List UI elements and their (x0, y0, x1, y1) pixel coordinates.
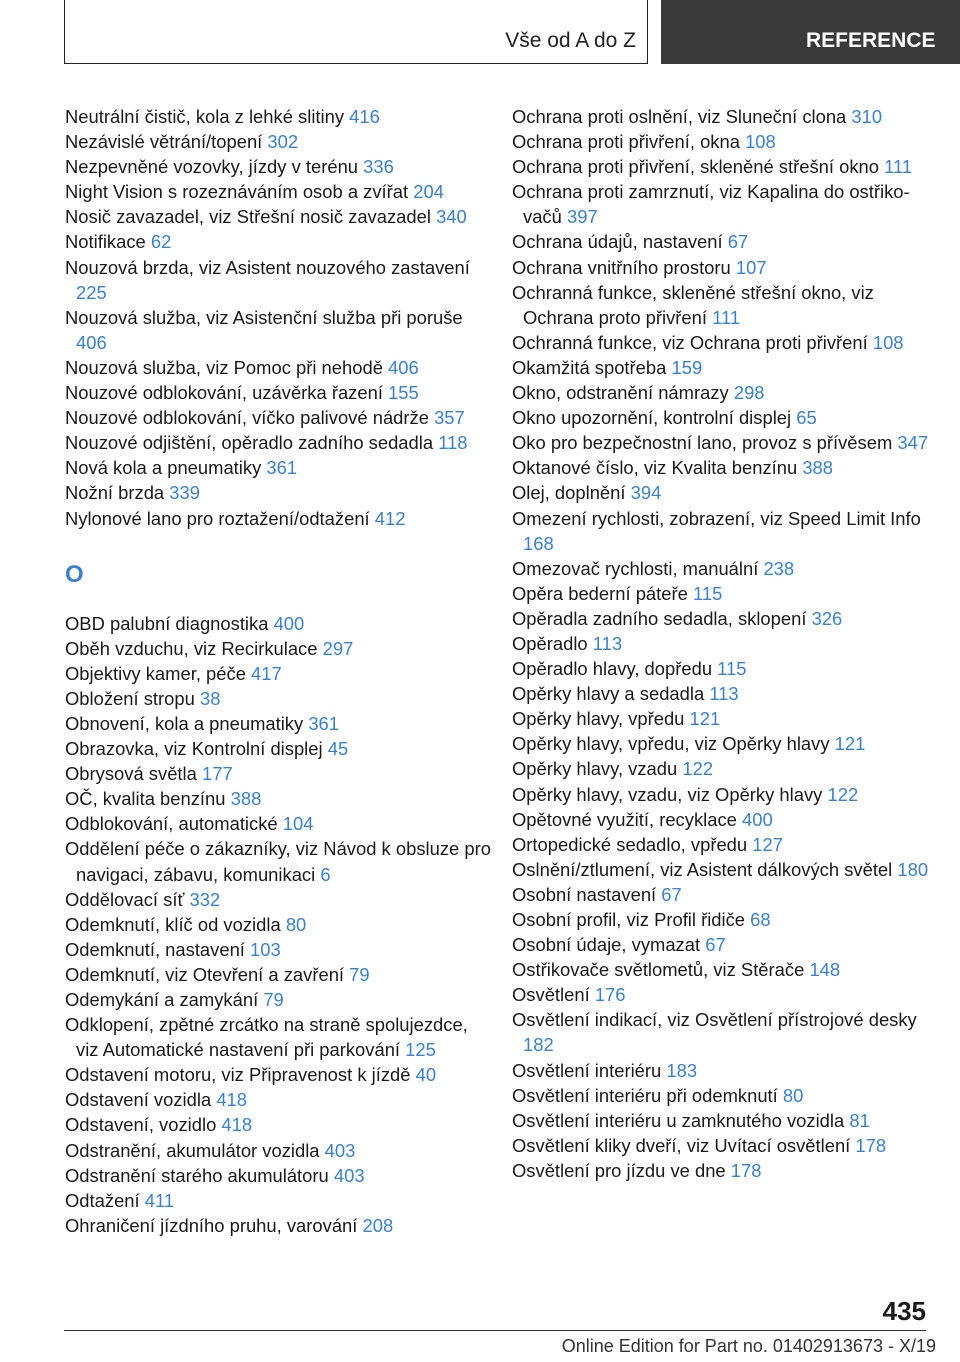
page-reference-link[interactable]: 108 (872, 331, 904, 353)
index-term: Nouzová brzda, viz Asistent nouzového zastavení (65, 256, 470, 278)
index-term: Odklopení, zpětné zrcátko na straně spolujezdce, viz Automatické nastavení při parkování (65, 1014, 468, 1061)
index-entry (65, 1112, 495, 1137)
page-reference-link[interactable]: 340 (436, 206, 467, 228)
index-term: Osobní nastavení (512, 883, 657, 905)
index-term: Opěradla zadního sedadla, sklopení (512, 607, 807, 629)
page-reference-link[interactable]: 65 (796, 407, 817, 429)
index-term: Oslnění/ztlumení, viz Asistent dálkových světel (512, 858, 893, 880)
page-reference-link[interactable]: 332 (189, 888, 221, 910)
page-header (0, 0, 960, 66)
page-reference-link[interactable]: 225 (76, 281, 107, 303)
page-reference-link[interactable]: 182 (523, 1034, 554, 1056)
index-term: Opěradlo hlavy, dopředu (512, 658, 713, 680)
index-entry (512, 556, 932, 581)
index-entry (65, 179, 495, 204)
index-term: Ortopedické sedadlo, vpředu (512, 833, 748, 855)
page-reference-link[interactable]: 125 (405, 1039, 436, 1061)
index-term: Nožní brzda (65, 482, 165, 504)
index-term: Odstavení, vozidlo (65, 1114, 217, 1136)
index-entry (65, 1087, 495, 1112)
index-entry (512, 179, 932, 229)
reference-tab[interactable]: REFERENCE (661, 0, 960, 64)
page-reference-link[interactable]: 127 (752, 833, 783, 855)
index-term: Osvětlení pro jízdu ve dne (512, 1159, 726, 1181)
page-reference-link[interactable]: 297 (322, 637, 354, 659)
index-term: Ochrana vnitřního prostoru (512, 256, 731, 278)
index-term: Neutrální čistič, kola z lehké slitiny (65, 106, 345, 127)
page-reference-link[interactable]: 418 (221, 1114, 253, 1136)
index-term: Odtažení (65, 1189, 140, 1211)
index-term: Ochranná funkce, skleněné střešní okno, viz Ochrana proto přivření (512, 281, 874, 328)
index-entry (65, 962, 495, 987)
page-reference-link[interactable]: 67 (727, 231, 749, 253)
index-entry (65, 761, 495, 786)
index-term: Opěradlo (512, 632, 588, 654)
page-reference-link[interactable]: 406 (388, 356, 419, 378)
index-term: Osvětlení kliky dveří, viz Uvítací osvětlení (512, 1134, 851, 1156)
index-entry (65, 686, 495, 711)
index-term: Ochrana proti oslnění, viz Sluneční clona (512, 106, 847, 127)
index-entry (65, 1062, 495, 1087)
index-entry (512, 380, 932, 405)
page-reference-link[interactable]: 180 (897, 858, 929, 880)
page-reference-link[interactable]: 183 (666, 1059, 698, 1081)
index-term: Obnovení, kola a pneumatiky (65, 712, 304, 734)
page-reference-link[interactable]: 104 (282, 813, 314, 835)
index-entry (65, 506, 495, 531)
index-entry (512, 606, 932, 631)
index-term: Nylonové lano pro roztažení/odtažení (65, 507, 370, 529)
index-entry (512, 154, 932, 179)
page-reference-link[interactable]: 336 (363, 156, 394, 178)
page-reference-link[interactable]: 79 (263, 989, 284, 1010)
page-reference-link[interactable]: 411 (144, 1189, 175, 1211)
index-entry (65, 1213, 495, 1238)
index-entry (65, 1163, 495, 1188)
page-reference-link[interactable]: 417 (251, 662, 282, 684)
page-reference-link[interactable]: 361 (266, 457, 298, 479)
index-entry (65, 937, 495, 962)
index-entry (512, 1133, 932, 1158)
index-entry (65, 154, 495, 179)
index-term: Osobní profil, viz Profil řidiče (512, 909, 746, 930)
index-term: Omezení rychlosti, zobrazení, viz Speed Limit Info (512, 507, 921, 529)
index-entry (65, 405, 495, 430)
index-entry (512, 430, 932, 455)
index-entry (65, 104, 495, 129)
index-term: Opěrky hlavy, vzadu, viz Opěrky hlavy (512, 783, 823, 805)
index-term: Odemknutí, viz Otevření a zavření (65, 963, 345, 985)
page-reference-link[interactable]: 177 (201, 763, 233, 785)
index-term: Oktanové číslo, viz Kvalita benzínu (512, 457, 798, 479)
page-reference-link[interactable]: 178 (855, 1134, 887, 1156)
page-reference-link[interactable]: 159 (671, 356, 703, 378)
index-entry (65, 711, 495, 736)
index-term: Odemknutí, nastavení (65, 938, 245, 960)
index-term: Opěrky hlavy a sedadla (512, 683, 705, 705)
page-reference-link[interactable]: 115 (717, 658, 747, 680)
index-entry (65, 811, 495, 836)
page-reference-link[interactable]: 118 (438, 432, 468, 454)
page-reference-link[interactable]: 388 (230, 788, 262, 810)
index-term: Notifikace (65, 231, 146, 253)
index-entry (65, 455, 495, 480)
page-reference-link[interactable]: 148 (809, 959, 841, 981)
index-entry (512, 832, 932, 857)
index-entry (512, 255, 932, 280)
page-reference-link[interactable]: 178 (730, 1159, 762, 1181)
index-term: Ochranná funkce, viz Ochrana proti přivření (512, 331, 868, 353)
index-term: Odblokování, automatické (65, 813, 278, 835)
index-entry (512, 355, 932, 380)
index-entry (512, 857, 932, 882)
index-entry (65, 430, 495, 455)
index-entry (512, 932, 932, 957)
index-term: Ohraničení jízdního pruhu, varování (65, 1214, 358, 1236)
page-reference-link[interactable]: 394 (630, 482, 662, 504)
page-reference-link[interactable]: 208 (362, 1214, 394, 1236)
index-entry (65, 305, 495, 355)
index-entry (512, 681, 932, 706)
page-reference-link[interactable]: 406 (76, 331, 107, 353)
page-reference-link[interactable]: 45 (327, 738, 349, 760)
page-reference-link[interactable]: 326 (811, 607, 843, 629)
page-reference-link[interactable]: 400 (742, 808, 773, 830)
index-term: Objektivy kamer, péče (65, 662, 246, 684)
page-reference-link[interactable]: 80 (782, 1084, 804, 1106)
page-reference-link[interactable]: 310 (851, 106, 883, 127)
index-term: Opěrky hlavy, vpředu, viz Opěrky hlavy (512, 733, 830, 755)
index-entry (512, 756, 932, 781)
index-term: Oddělení péče o zákazníky, viz Návod k obsluze pro navigaci, zábavu, komunikaci (65, 838, 491, 885)
page-reference-link[interactable]: 38 (199, 687, 221, 709)
page-reference-link[interactable]: 168 (523, 532, 554, 554)
page-reference-link[interactable]: 155 (388, 382, 419, 404)
page-reference-link[interactable]: 80 (285, 913, 307, 935)
index-term: Nouzové odblokování, uzávěrka řazení (65, 382, 383, 404)
index-entry (65, 836, 495, 886)
index-entry (512, 506, 932, 556)
page-reference-link[interactable]: 107 (735, 256, 767, 278)
page-reference-link[interactable]: 111 (884, 156, 913, 178)
index-entry (512, 957, 932, 982)
page-reference-link[interactable]: 122 (682, 758, 714, 780)
index-term: Odemykání a zamykání (65, 989, 259, 1010)
page-reference-link[interactable]: 103 (250, 938, 281, 960)
index-entry (65, 912, 495, 937)
index-term: Odemknutí, klíč od vozidla (65, 913, 281, 935)
page-reference-link[interactable]: 6 (320, 863, 331, 885)
page-reference-link[interactable]: 416 (349, 106, 380, 127)
index-entry (65, 887, 495, 912)
index-entry (512, 1083, 932, 1108)
index-term: OČ, kvalita benzínu (65, 788, 226, 810)
page-reference-link[interactable]: 403 (324, 1139, 356, 1161)
index-term: Obrysová světla (65, 763, 197, 785)
page-reference-link[interactable]: 388 (802, 457, 834, 479)
index-entry (512, 129, 932, 154)
index-term: Odstranění starého akumulátoru (65, 1164, 329, 1186)
index-term: Omezovač rychlosti, manuální (512, 557, 759, 579)
index-entry (512, 581, 932, 606)
index-column-left (65, 104, 495, 1238)
index-term: Okno, odstranění námrazy (512, 382, 729, 404)
index-term: Ochrana údajů, nastavení (512, 231, 723, 253)
index-entry (65, 1138, 495, 1163)
index-entry (65, 480, 495, 505)
index-term: Nouzová služba, viz Asistenční služba při poruše (65, 306, 463, 328)
section-title: Vše od A do Z (505, 29, 636, 52)
index-column-right (512, 104, 932, 1183)
page-reference-link[interactable]: 400 (273, 612, 305, 634)
index-term: Opěrky hlavy, vpředu (512, 708, 685, 730)
index-entry (512, 1158, 932, 1183)
index-term: Obložení stropu (65, 687, 195, 709)
index-term: Ostřikovače světlometů, viz Stěrače (512, 959, 805, 981)
page-reference-link[interactable]: 67 (661, 883, 682, 905)
page-reference-link[interactable]: 298 (733, 382, 765, 404)
index-term: Osobní údaje, vymazat (512, 934, 701, 956)
index-term: Okno upozornění, kontrolní displej (512, 407, 792, 429)
index-term: Osvětlení interiéru při odemknutí (512, 1084, 778, 1106)
index-term: Ochrana proti zamrznutí, viz Kapalina do ostřikovačů (512, 181, 910, 228)
index-entry (65, 636, 495, 661)
index-entry (512, 405, 932, 430)
page-reference-link[interactable]: 339 (169, 482, 200, 504)
index-term: Nezpevněné vozovky, jízdy v terénu (65, 156, 359, 178)
index-term: Nezávislé větrání/topení (65, 131, 263, 153)
index-letter-heading: O (65, 560, 84, 588)
page-reference-link[interactable]: 111 (712, 306, 741, 328)
page-number: 435 (882, 1296, 926, 1326)
index-entry (65, 611, 495, 636)
page-reference-link[interactable]: 108 (745, 131, 776, 153)
page-reference-link[interactable]: 68 (750, 909, 771, 930)
page-reference-link[interactable]: 79 (349, 963, 370, 985)
index-term: Osvětlení interiéru (512, 1059, 662, 1081)
index-term: Oběh vzduchu, viz Recirkulace (65, 637, 318, 659)
index-term: Night Vision s rozeznáváním osob a zvířat (65, 181, 409, 203)
index-entry (512, 1007, 932, 1057)
index-entry (512, 731, 932, 756)
page-reference-link[interactable]: 81 (849, 1109, 870, 1131)
index-term: Ochrana proti přivření, skleněné střešní okno (512, 156, 879, 178)
index-entry (65, 1188, 495, 1213)
index-term: Nosič zavazadel, viz Střešní nosič zavazadel (65, 206, 431, 228)
index-entry (512, 1108, 932, 1133)
index-term: Osvětlení interiéru u zamknutého vozidla (512, 1109, 845, 1131)
index-entry (512, 907, 932, 932)
page-reference-link[interactable]: 204 (413, 181, 444, 203)
index-entry (65, 1012, 495, 1062)
index-term: Oddělovací síť (65, 888, 185, 910)
index-entry (512, 706, 932, 731)
index-entry (512, 455, 932, 480)
index-term: Nová kola a pneumatiky (65, 457, 262, 479)
index-term: Okamžitá spotřeba (512, 356, 667, 378)
index-entry (512, 480, 932, 505)
index-entry (65, 380, 495, 405)
index-entry (512, 229, 932, 254)
page-reference-link[interactable]: 115 (692, 582, 723, 604)
page-reference-link[interactable]: 403 (333, 1164, 365, 1186)
index-entry (65, 204, 495, 229)
page-reference-link[interactable]: 113 (709, 683, 739, 705)
index-entry (512, 882, 932, 907)
index-entry (65, 355, 495, 380)
index-term: Opěrky hlavy, vzadu (512, 758, 678, 780)
page-reference-link[interactable]: 62 (150, 231, 172, 253)
index-entry (512, 1058, 932, 1083)
index-term: Opětovné využití, recyklace (512, 808, 737, 830)
index-entry (65, 786, 495, 811)
footer-divider (64, 1330, 926, 1331)
index-term: Odstavení vozidla (65, 1089, 212, 1111)
index-term: Ochrana proti přivření, okna (512, 131, 740, 153)
index-entry (65, 229, 495, 254)
index-term: Oko pro bezpečnostní lano, provoz s přívěsem (512, 432, 893, 454)
page-reference-link[interactable]: 347 (897, 432, 929, 454)
index-entry (65, 736, 495, 761)
page-reference-link[interactable]: 40 (415, 1064, 437, 1086)
page-reference-link[interactable]: 121 (689, 708, 721, 730)
index-term: Obrazovka, viz Kontrolní displej (65, 738, 323, 760)
page-reference-link[interactable]: 302 (267, 131, 299, 153)
page-reference-link[interactable]: 67 (705, 934, 726, 956)
page-reference-link[interactable]: 361 (308, 712, 340, 734)
index-entry (512, 807, 932, 832)
page-reference-link[interactable]: 122 (827, 783, 859, 805)
index-entry (512, 631, 932, 656)
index-entry (512, 104, 932, 129)
index-term: Olej, doplnění (512, 482, 626, 504)
index-entry (512, 982, 932, 1007)
index-entry (65, 661, 495, 686)
page-reference-link[interactable]: 176 (594, 984, 626, 1006)
index-entry (65, 129, 495, 154)
index-term: Nouzové odblokování, víčko palivové nádrže (65, 407, 429, 429)
page-reference-link[interactable]: 397 (566, 206, 598, 228)
page-reference-link[interactable]: 418 (216, 1089, 247, 1111)
index-entry (65, 255, 495, 305)
index-term: OBD palubní diagnostika (65, 612, 269, 634)
index-term: Odstavení motoru, viz Připravenost k jízdě (65, 1064, 411, 1086)
page-reference-link[interactable]: 238 (763, 557, 795, 579)
index-term: Osvětlení (512, 984, 590, 1006)
index-entry (65, 987, 495, 1012)
index-entry (512, 656, 932, 681)
index-entry (512, 782, 932, 807)
page-reference-link[interactable]: 412 (374, 507, 406, 529)
index-term: Opěra bederní páteře (512, 582, 688, 604)
index-entry (512, 280, 932, 330)
page-reference-link[interactable]: 357 (434, 407, 465, 429)
index-term: Nouzové odjištění, opěradlo zadního sedadla (65, 432, 434, 454)
index-term: Nouzová služba, viz Pomoc při nehodě (65, 356, 383, 378)
page-reference-link[interactable]: 121 (834, 733, 866, 755)
index-term: Osvětlení indikací, viz Osvětlení přístrojové desky (512, 1009, 917, 1031)
index-entry (512, 330, 932, 355)
index-term: Odstranění, akumulátor vozidla (65, 1139, 320, 1161)
footer-edition: Online Edition for Part no. 01402913673 - X/19 (561, 1336, 936, 1356)
page-reference-link[interactable]: 113 (592, 632, 623, 654)
